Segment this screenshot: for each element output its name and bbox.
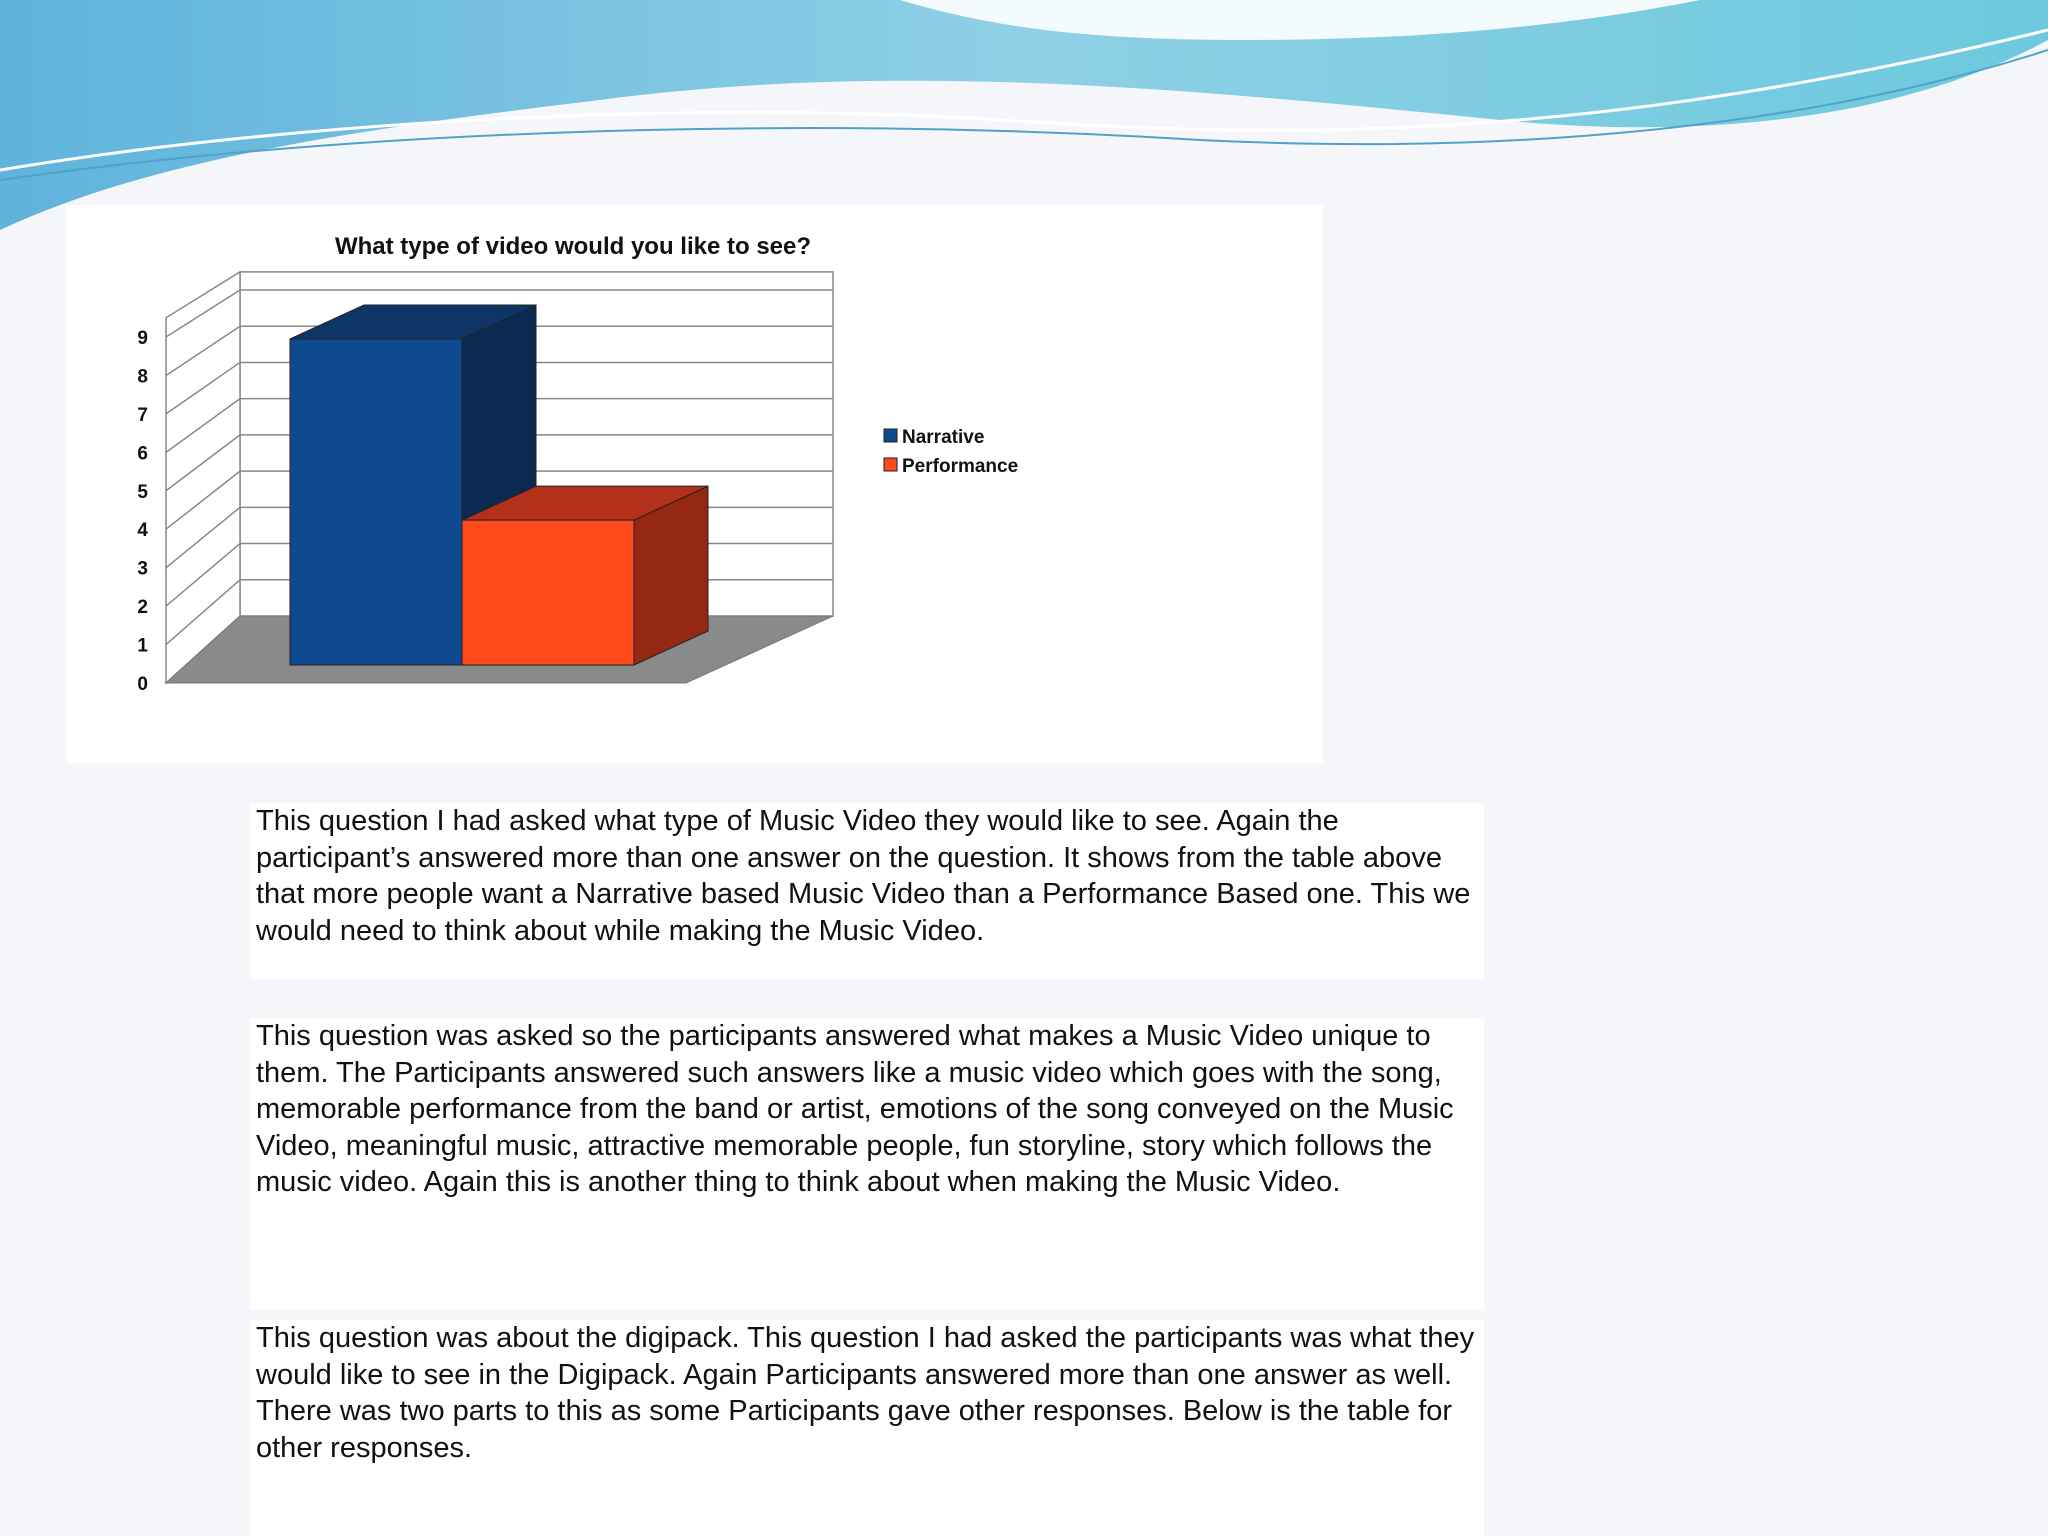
y-tick-label: 2: [137, 597, 148, 619]
chart-title: What type of video would you like to see?: [334, 233, 812, 260]
y-tick-label: 9: [137, 328, 148, 349]
legend-swatch-performance: [884, 458, 897, 471]
paragraph-box-1: [250, 803, 1484, 979]
y-tick-label: 7: [137, 404, 148, 426]
header-wave-decoration: [0, 0, 2048, 240]
paragraph-box-2: [250, 1018, 1484, 1310]
legend-label-performance: Performance: [902, 456, 1019, 477]
y-tick-label: 8: [137, 366, 148, 388]
paragraph-1: This question I had asked what type of Music Video they would like to see. Again the participant’s answered more than one answer on the question. It shows from the table above that more people want a Narrative based Music Video than a Performance Based one. This we would need to think about while making the Music Video.: [256, 805, 1471, 947]
paragraph-2: This question was asked so the participants answered what makes a Music Video unique to them. The Participants answered such answers like a music video which goes with the song, memorable performance from the band or artist, emotions of the song conveyed on the Music Video, meaningful music, attractive memorable people, fun storyline, story which follows the music video. Again this is another thing to think about when making the Music Video.: [256, 1020, 1454, 1198]
bar-narrative: [290, 339, 462, 665]
y-tick-label: 5: [137, 481, 148, 503]
y-tick-label: 0: [137, 674, 148, 695]
y-tick-label: 6: [137, 443, 148, 465]
bar-performance: [462, 520, 634, 665]
bar-chart: [66, 205, 1322, 763]
legend-label-narrative: Narrative: [902, 427, 985, 448]
legend-swatch-narrative: [884, 429, 897, 442]
y-tick-label: 4: [137, 520, 148, 542]
chart-panel: [66, 205, 1322, 763]
paragraph-3: This question was about the digipack. This question I had asked the participants was what they would like to see in the Digipack. Again Participants answered more than one answer as well. There was two parts to this as some Participants gave other responses. Below is the table for other responses.: [256, 1322, 1475, 1464]
paragraph-box-3: [250, 1320, 1484, 1536]
y-tick-label: 3: [137, 558, 148, 580]
y-tick-label: 1: [137, 635, 148, 657]
